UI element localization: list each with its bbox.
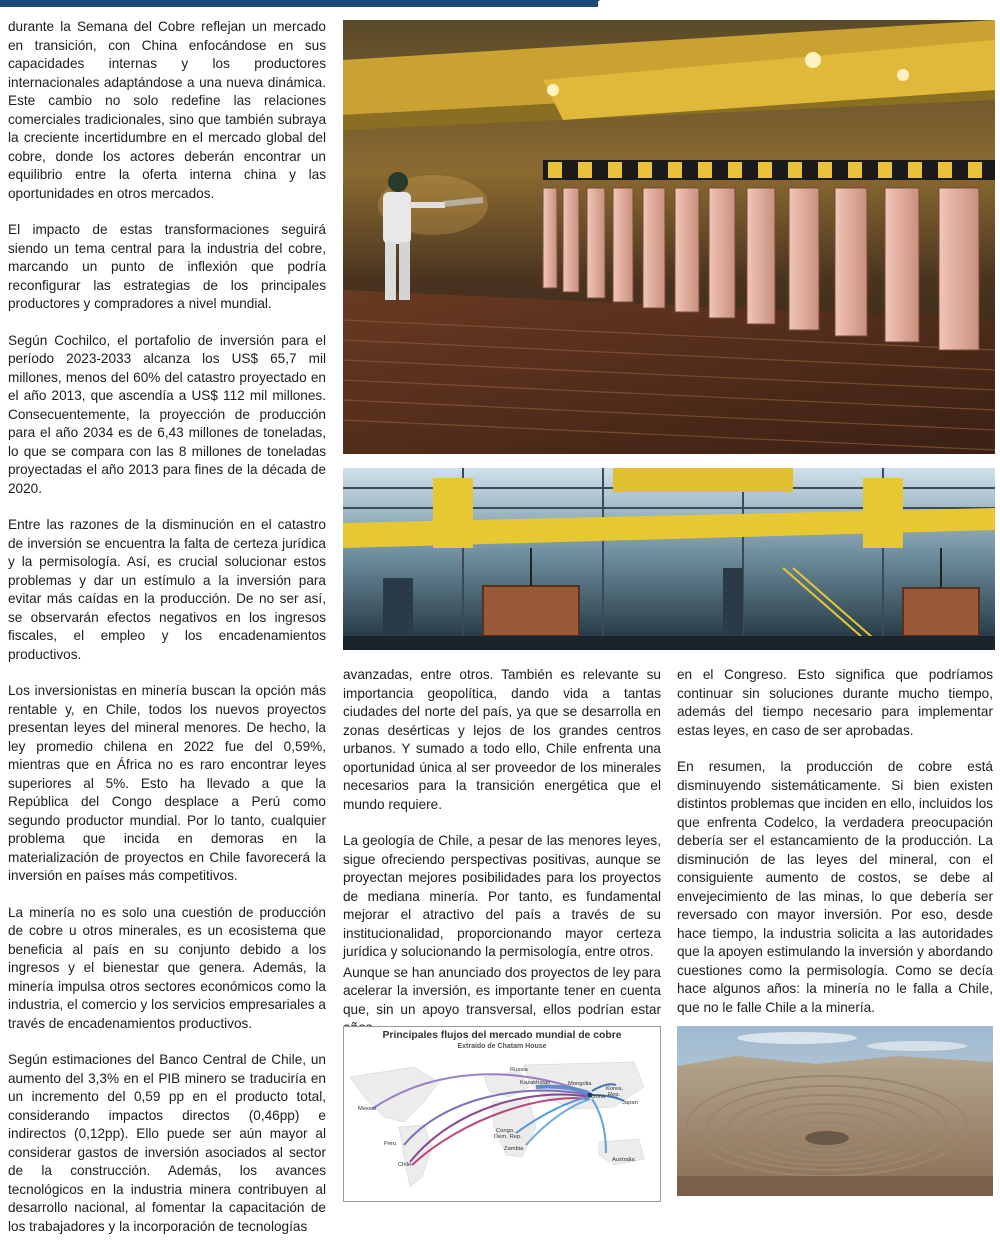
photo-open-pit-mine	[677, 1026, 993, 1196]
world-map-graphic	[344, 1027, 660, 1201]
map-subtitle: Extraído de Chatam House	[457, 1043, 547, 1050]
paragraph: La geología de Chile, a pesar de las menores leyes, sigue ofreciendo perspectivas positivas, aunque se proyectan mejores posibilidades para los proyectos de mediana minería. Por tanto, es fundamental mejorar el atractivo del país a través de su institucionalidad, proporcionando mayor certeza jurídica y solucionando la permisología, entre otros.	[343, 833, 661, 959]
map-title: Principales flujos del mercado mundial de cobre	[382, 1030, 622, 1041]
paragraph: El impacto de estas transformaciones seguirá siendo un tema central para la industria del cobre, marcando un punto de inflexión que podría reconfigurar las estrategias de los principales productores y compradores a nivel mundial.	[8, 222, 326, 311]
map-label-chile: Chile	[398, 1162, 412, 1168]
map-label-mexico: Mexico	[358, 1106, 377, 1112]
map-label-congo: Congo,	[496, 1128, 515, 1134]
paragraph: Los inversionistas en minería buscan la opción más rentable y, en Chile, todos los nuevos proyectos presentan leyes del mineral menores. De hecho, la ley promedio chilena en 2022 fue del 0,59%, mientras que en África no es raro encontrar leyes superiores al 5%. Esto ha llevado a que la República del Congo desplace a Perú como segundo productor mundial. Por lo tanto, cualquier problema que incida en demoras en la materialización de proyectos en Chile favorecerá la inversión en países más competitivos.	[8, 683, 326, 883]
paragraph: avanzadas, entre otros. También es relevante su importancia geopolítica, dando vida a tantas ciudades del norte del país, ya que se desarrolla en zonas desérticas y lejos de los grandes centros urbanos. Y sumado a todo ello, Chile enfrenta una oportunidad única al ser proveedor de los minerales necesarios para la transición energética que el mundo requiere.	[343, 667, 661, 812]
map-label-dem-rep: Dem. Rep.	[494, 1134, 522, 1140]
paragraph: durante la Semana del Cobre reflejan un mercado en transición, con China enfocándose en sus capacidades internas y los productores internacionales adaptándose a una nueva dinámica. Este cambio no solo redefine las relaciones comerciales tradicionales, sino que también subraya la creciente incertidumbre en el mercado global del cobre, donde los actores deberán encontrar un equilibrio entre la oferta interna china y las oportunidades en otros mercados.	[8, 19, 326, 201]
map-label-russia: Russia	[510, 1067, 528, 1073]
map-label-peru: Peru	[384, 1141, 397, 1147]
paragraph: Aunque se han anunciado dos proyectos de ley para acelerar la inversión, es importante tener en cuenta que, sin un apoyo transversal, ellos podrían estar	[343, 964, 661, 1017]
text-column-3	[677, 666, 993, 1035]
map-label-china: China	[590, 1094, 606, 1100]
photo-tankhouse-cranes	[343, 468, 995, 650]
paragraph: La minería no es solo una cuestión de producción de cobre u otros minerales, es un ecosistema que beneficia al país en su conjunto debido a los ingresos y el bienestar que genera. Además, la minería impulsa otros sectores económicos como la industria, el comercio y los servicios empresariales a través de encadenamientos productivos.	[8, 904, 326, 1031]
map-label-korea: Korea,	[606, 1086, 624, 1092]
map-label-australia: Australia	[612, 1157, 635, 1163]
text-column-1	[8, 18, 326, 1254]
copper-flows-map	[343, 1026, 661, 1202]
paragraph: Según estimaciones del Banco Central de Chile, un aumento del 3,3% en el PIB minero se traduciría en un incremento del 0,59 pp en el producto total, considerando impactos directos (0,46pp) e indirectos (0,12pp). Ello puede ser aún mayor al considerar gastos de inversión asociados al sector de la construcción. Además, los avances tecnológicos en la industria minera contribuyen al desarrollo nacional, al fomentar la capacitación de los trabajadores y la incorporación de tecnologías	[8, 1052, 326, 1234]
map-label-mongolia: Mongolia	[568, 1081, 592, 1087]
top-accent-bar	[0, 0, 598, 7]
paragraph: en el Congreso. Esto significa que podríamos continuar sin soluciones durante mucho tiempo, además del tiempo necesario para implementar estas leyes, en caso de ser aprobadas.	[677, 667, 993, 738]
map-label-zambia: Zambia	[504, 1146, 524, 1152]
top-accent-bar-tip	[592, 0, 600, 7]
photo-refinery-worker	[343, 20, 995, 454]
map-label-kazakhstan: Kazakhstan	[520, 1080, 551, 1086]
text-column-2	[343, 666, 661, 1056]
map-label-rep: Rep.	[608, 1092, 621, 1098]
paragraph: Según Cochilco, el portafolio de inversión para el período 2023-2033 alcanza los US$ 65,7 mil millones, menos del 60% del catastro proyectado en el año 2013, que ascendía a US$ 112 mil millones. Consecuentemente, la proyección de producción para el año 2034 es de 6,43 millones de toneladas, lo que se compara con las 8 millones de toneladas proyectadas el año 2013 para fines de la década de 2020.	[8, 332, 326, 496]
map-label-japan: Japan	[622, 1100, 638, 1106]
paragraph: En resumen, la producción de cobre está disminuyendo sistemáticamente. Si bien existen distintos problemas que inciden en ello, incluidos los que enfrenta Codelco, la verdadera preocupación debería ser el estancamiento de la producción. La disminución de las leyes del mineral, con el consiguiente aumento de costos, se debe al envejecimiento de las minas, lo que debería ser reversado con mayor inversión. Por eso, desde hace tiempo, la industria solicita a las autoridades que la apoyen estimulando la inversión y abordando cuestiones como la permisología. Como se decía hace algunos años: la minería no le falla a Chile, que no le falle Chile a la minería.	[677, 759, 993, 1015]
paragraph: Entre las razones de la disminución en el catastro de inversión se encuentra la falta de certeza jurídica y la permisología. Así, es crucial solucionar estos problemas y dar un estímulo a la inversión para evitar más caídas en la producción. De no ser así, se observarán efectos negativos en los ingresos fiscales, el empleo y los encadenamientos productivos.	[8, 517, 326, 662]
